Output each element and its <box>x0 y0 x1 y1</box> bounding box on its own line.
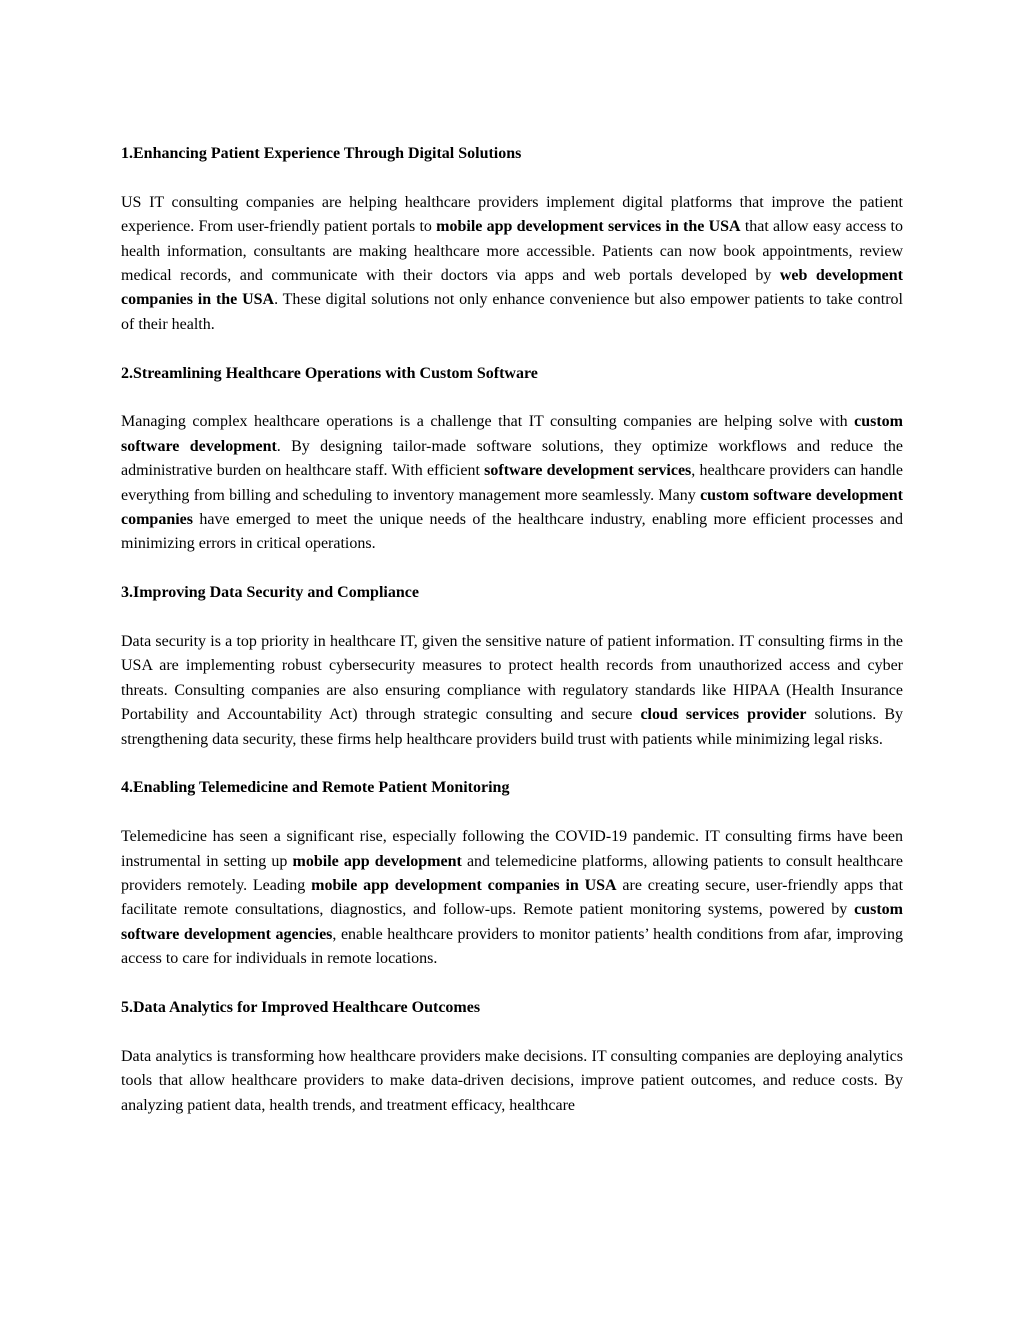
section-paragraph-3: Data security is a top priority in healthcare IT, given the sensitive nature of patient information. IT consulting firms in the USA are implementing robust cybersecurity measures to protect health records from unauthorized access and cyber threats. Consulting companies are also ensuring compliance with regulatory standards like HIPAA (Health Insurance Portability and Accountability Act) through strategic consulting and secure cloud services provider solutions. By strengthening data security, these firms help healthcare providers build trust with patients while minimizing legal risks. <box>121 633 904 748</box>
section-paragraph-2: Managing complex healthcare operations is a challenge that IT consulting companies are helping solve with custom software development. By designing tailor-made software solutions, they optimize workflows and reduce the administrative burden on healthcare staff. With efficient software development services, healthcare providers can handle everything from billing and scheduling to inventory management more seamlessly. Many custom software development companies have emerged to meet the unique needs of the healthcare industry, enabling more efficient processes and minimizing errors in critical operations. <box>121 413 904 553</box>
section-heading-4: 4.Enabling Telemedicine and Remote Patient Monitoring <box>121 779 510 797</box>
section-heading-5: 5.Data Analytics for Improved Healthcare Outcomes <box>121 999 481 1017</box>
document-page <box>121 142 903 1143</box>
section-paragraph-1: US IT consulting companies are helping healthcare providers implement digital platforms that improve the patient experience. From user-friendly patient portals to mobile app development services in the USA that allow easy access to health information, consultants are making healthcare more accessible. Patients can now book appointments, review medical records, and communicate with their doctors via apps and web portals developed by web development companies in the USA. These digital solutions not only enhance convenience but also empower patients to take control of their health. <box>121 193 904 333</box>
section-paragraph-4: Telemedicine has seen a significant rise, especially following the COVID-19 pandemic. IT consulting firms have been instrumental in setting up mobile app development and telemedicine platforms, allowing patients to consult healthcare providers remotely. Leading mobile app development companies in USA are creating secure, user-friendly apps that facilitate remote consultations, diagnostics, and follow-ups. Remote patient monitoring systems, powered by custom software development agencies, enable healthcare providers to monitor patients’ health conditions from afar, improving access to care for individuals in remote locations. <box>121 828 904 968</box>
section-heading-1: 1.Enhancing Patient Experience Through Digital Solutions <box>121 145 522 162</box>
section-heading-2: 2.Streamlining Healthcare Operations with Custom Software <box>121 364 538 382</box>
section-paragraph-5: Data analytics is transforming how healthcare providers make decisions. IT consulting companies are deploying analytics tools that allow healthcare providers to make data-driven decisions, improve patient outcomes, and reduce costs. By analyzing patient data, health trends, and treatment efficacy, healthcare <box>121 1047 903 1114</box>
section-heading-3: 3.Improving Data Security and Compliance <box>121 584 419 602</box>
